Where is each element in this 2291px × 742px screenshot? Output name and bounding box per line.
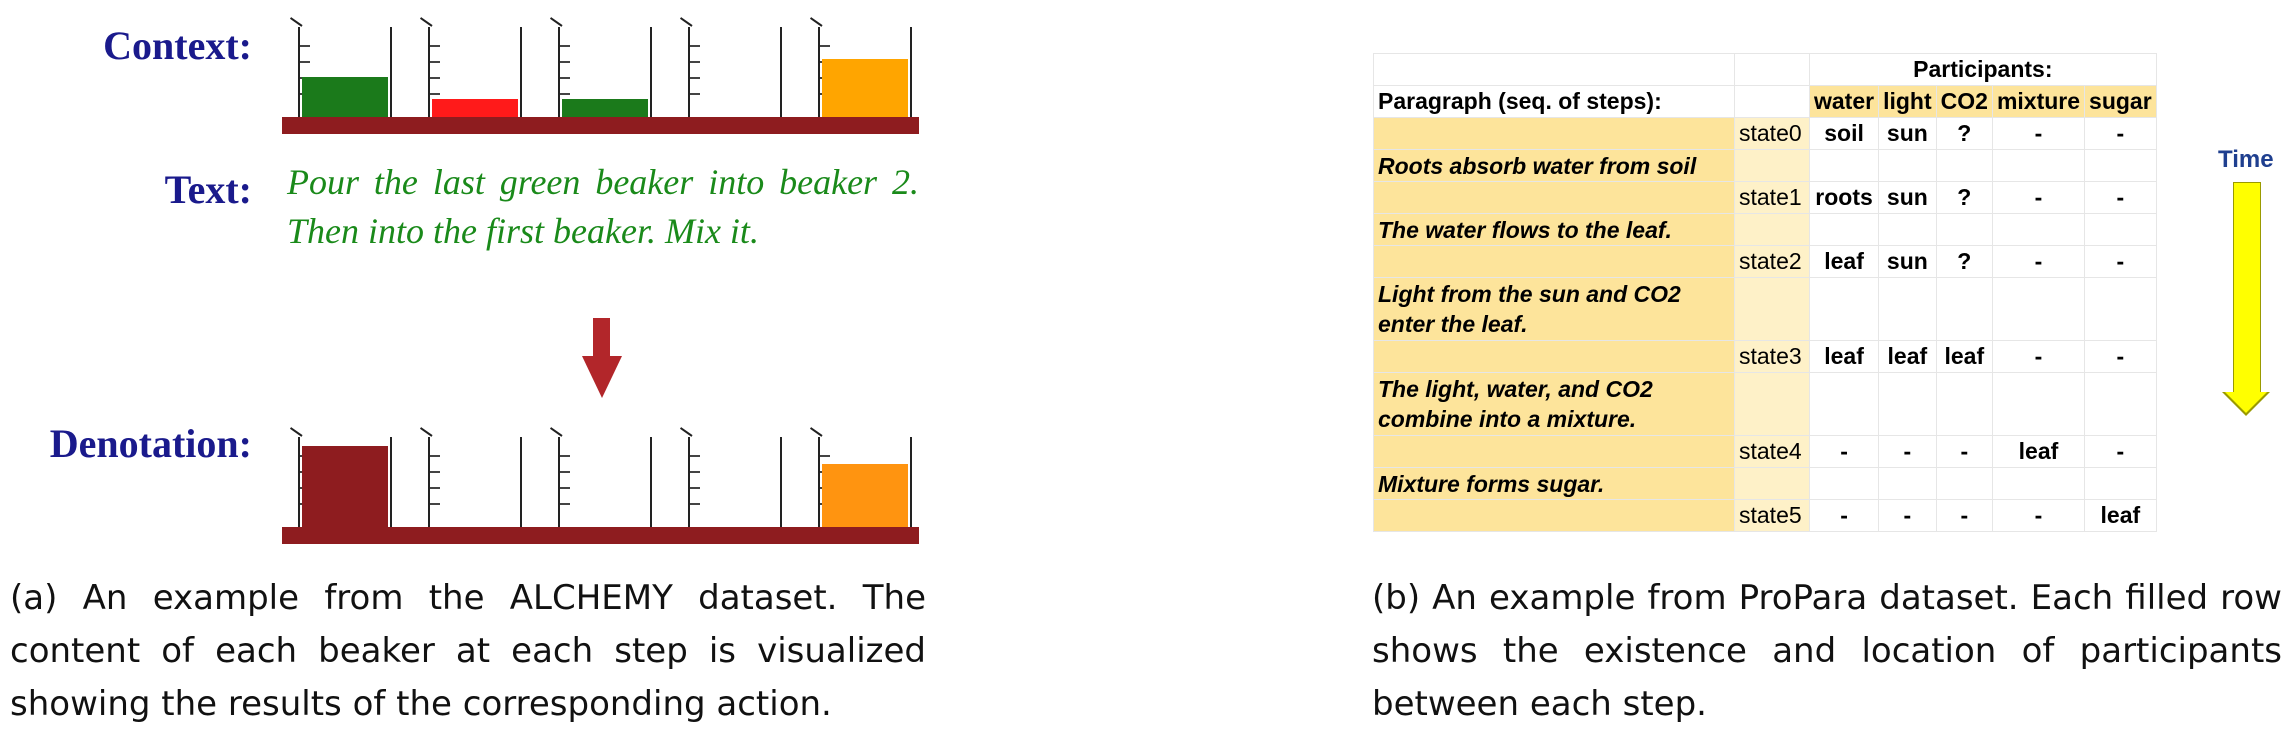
value-cell: leaf xyxy=(2085,500,2157,532)
table-row xyxy=(1374,436,2157,468)
value-cell xyxy=(2085,373,2157,436)
denotation-label: Denotation: xyxy=(49,421,252,466)
table-row xyxy=(1374,150,2157,182)
value-cell xyxy=(1810,150,1879,182)
beaker xyxy=(428,27,522,117)
text-label: Text: xyxy=(164,167,252,212)
value-cell xyxy=(1810,373,1879,436)
step-cell xyxy=(1374,500,1735,532)
value-cell: ? xyxy=(1936,246,1992,278)
step-text: Light from the sun and CO2 enter the leaf. xyxy=(1374,278,1735,341)
step-text: Roots absorb water from soil xyxy=(1374,150,1735,182)
beaker-liquid xyxy=(432,99,518,117)
table-row xyxy=(1374,118,2157,150)
context-shelf xyxy=(282,117,919,134)
value-cell: - xyxy=(1992,341,2084,373)
beaker-liquid xyxy=(562,99,648,117)
value-cell xyxy=(1879,150,1937,182)
beaker xyxy=(558,27,652,117)
down-arrow-icon xyxy=(593,318,610,358)
value-cell: leaf xyxy=(1879,341,1937,373)
denotation-shelf xyxy=(282,527,919,544)
state-cell: state0 xyxy=(1735,118,1810,150)
value-cell xyxy=(1992,150,2084,182)
value-cell: leaf xyxy=(1992,436,2084,468)
value-cell: sun xyxy=(1879,118,1937,150)
state-cell: state1 xyxy=(1735,182,1810,214)
beaker xyxy=(298,437,392,527)
value-cell: - xyxy=(1992,118,2084,150)
value-cell: - xyxy=(1992,500,2084,532)
value-cell xyxy=(1879,373,1937,436)
value-cell: ? xyxy=(1936,182,1992,214)
participant-header: light xyxy=(1879,86,1937,118)
value-cell xyxy=(1810,278,1879,341)
step-cell xyxy=(1374,118,1735,150)
blank-cell xyxy=(1735,54,1810,86)
value-cell: - xyxy=(1810,500,1879,532)
step-cell xyxy=(1374,436,1735,468)
state-cell xyxy=(1735,468,1810,500)
state-cell: state5 xyxy=(1735,500,1810,532)
value-cell xyxy=(2085,150,2157,182)
value-cell xyxy=(2085,468,2157,500)
value-cell xyxy=(1810,468,1879,500)
beaker xyxy=(688,437,782,527)
value-cell: - xyxy=(2085,246,2157,278)
table-row xyxy=(1374,182,2157,214)
value-cell: sun xyxy=(1879,246,1937,278)
value-cell: leaf xyxy=(1936,341,1992,373)
table-row xyxy=(1374,468,2157,500)
participant-header: CO2 xyxy=(1936,86,1992,118)
beaker-liquid xyxy=(822,59,908,118)
value-cell: - xyxy=(1936,500,1992,532)
state-cell: state4 xyxy=(1735,436,1810,468)
caption-a: (a) An example from the ALCHEMY dataset. The content of each beaker at each step is visualized showing the results of the corresponding action. xyxy=(10,578,926,724)
table-row xyxy=(1374,341,2157,373)
time-label: Time xyxy=(2218,146,2274,173)
value-cell xyxy=(1992,468,2084,500)
caption-b: (b) An example from ProPara dataset. Each filled row shows the existence and location of participants between each step. xyxy=(1372,578,2282,724)
beaker xyxy=(558,437,652,527)
value-cell xyxy=(2085,214,2157,246)
blank-cell xyxy=(1735,86,1810,118)
value-cell xyxy=(1879,214,1937,246)
value-cell xyxy=(1936,278,1992,341)
state-cell: state3 xyxy=(1735,341,1810,373)
state-cell xyxy=(1735,150,1810,182)
time-arrow-icon xyxy=(2233,182,2261,393)
value-cell xyxy=(1936,150,1992,182)
paragraph-header: Paragraph (seq. of steps): xyxy=(1374,86,1735,118)
value-cell: - xyxy=(2085,182,2157,214)
participants-header: Participants: xyxy=(1810,54,2157,86)
state-cell: state2 xyxy=(1735,246,1810,278)
value-cell xyxy=(1992,278,2084,341)
down-arrow-head-icon xyxy=(582,356,622,398)
value-cell xyxy=(1936,373,1992,436)
value-cell: - xyxy=(1810,436,1879,468)
beaker-liquid xyxy=(822,464,908,527)
beaker xyxy=(818,27,912,117)
beaker-liquid xyxy=(302,446,388,527)
value-cell: sun xyxy=(1879,182,1937,214)
step-text: The light, water, and CO2 combine into a mixture. xyxy=(1374,373,1735,436)
value-cell xyxy=(1810,214,1879,246)
value-cell: - xyxy=(1879,436,1937,468)
table-row xyxy=(1374,373,2157,436)
table-row xyxy=(1374,214,2157,246)
value-cell: - xyxy=(1936,436,1992,468)
step-cell xyxy=(1374,246,1735,278)
value-cell: - xyxy=(2085,118,2157,150)
state-cell xyxy=(1735,278,1810,341)
state-cell xyxy=(1735,373,1810,436)
value-cell: leaf xyxy=(1810,246,1879,278)
value-cell: ? xyxy=(1936,118,1992,150)
value-cell: - xyxy=(1992,246,2084,278)
step-text: Mixture forms sugar. xyxy=(1374,468,1735,500)
context-label: Context: xyxy=(103,23,252,68)
table-row xyxy=(1374,500,2157,532)
participant-header: mixture xyxy=(1992,86,2084,118)
table-row xyxy=(1374,246,2157,278)
beaker xyxy=(428,437,522,527)
value-cell xyxy=(1879,278,1937,341)
beaker xyxy=(688,27,782,117)
step-text: The water flows to the leaf. xyxy=(1374,214,1735,246)
value-cell xyxy=(1936,214,1992,246)
beaker xyxy=(818,437,912,527)
value-cell: - xyxy=(1992,182,2084,214)
value-cell xyxy=(1992,214,2084,246)
instruction-text: Pour the last green beaker into beaker 2. Then into the first beaker. Mix it. xyxy=(287,162,919,251)
value-cell xyxy=(1992,373,2084,436)
step-cell xyxy=(1374,182,1735,214)
beaker-liquid xyxy=(302,77,388,118)
table-row xyxy=(1374,278,2157,341)
propara-table xyxy=(1373,53,2157,532)
participant-header: sugar xyxy=(2085,86,2157,118)
value-cell: - xyxy=(1879,500,1937,532)
value-cell: roots xyxy=(1810,182,1879,214)
step-cell xyxy=(1374,341,1735,373)
blank-cell xyxy=(1374,54,1735,86)
participant-header: water xyxy=(1810,86,1879,118)
value-cell: - xyxy=(2085,341,2157,373)
value-cell: leaf xyxy=(1810,341,1879,373)
value-cell xyxy=(1879,468,1937,500)
value-cell xyxy=(1936,468,1992,500)
value-cell: soil xyxy=(1810,118,1879,150)
value-cell xyxy=(2085,278,2157,341)
beaker xyxy=(298,27,392,117)
value-cell: - xyxy=(2085,436,2157,468)
state-cell xyxy=(1735,214,1810,246)
